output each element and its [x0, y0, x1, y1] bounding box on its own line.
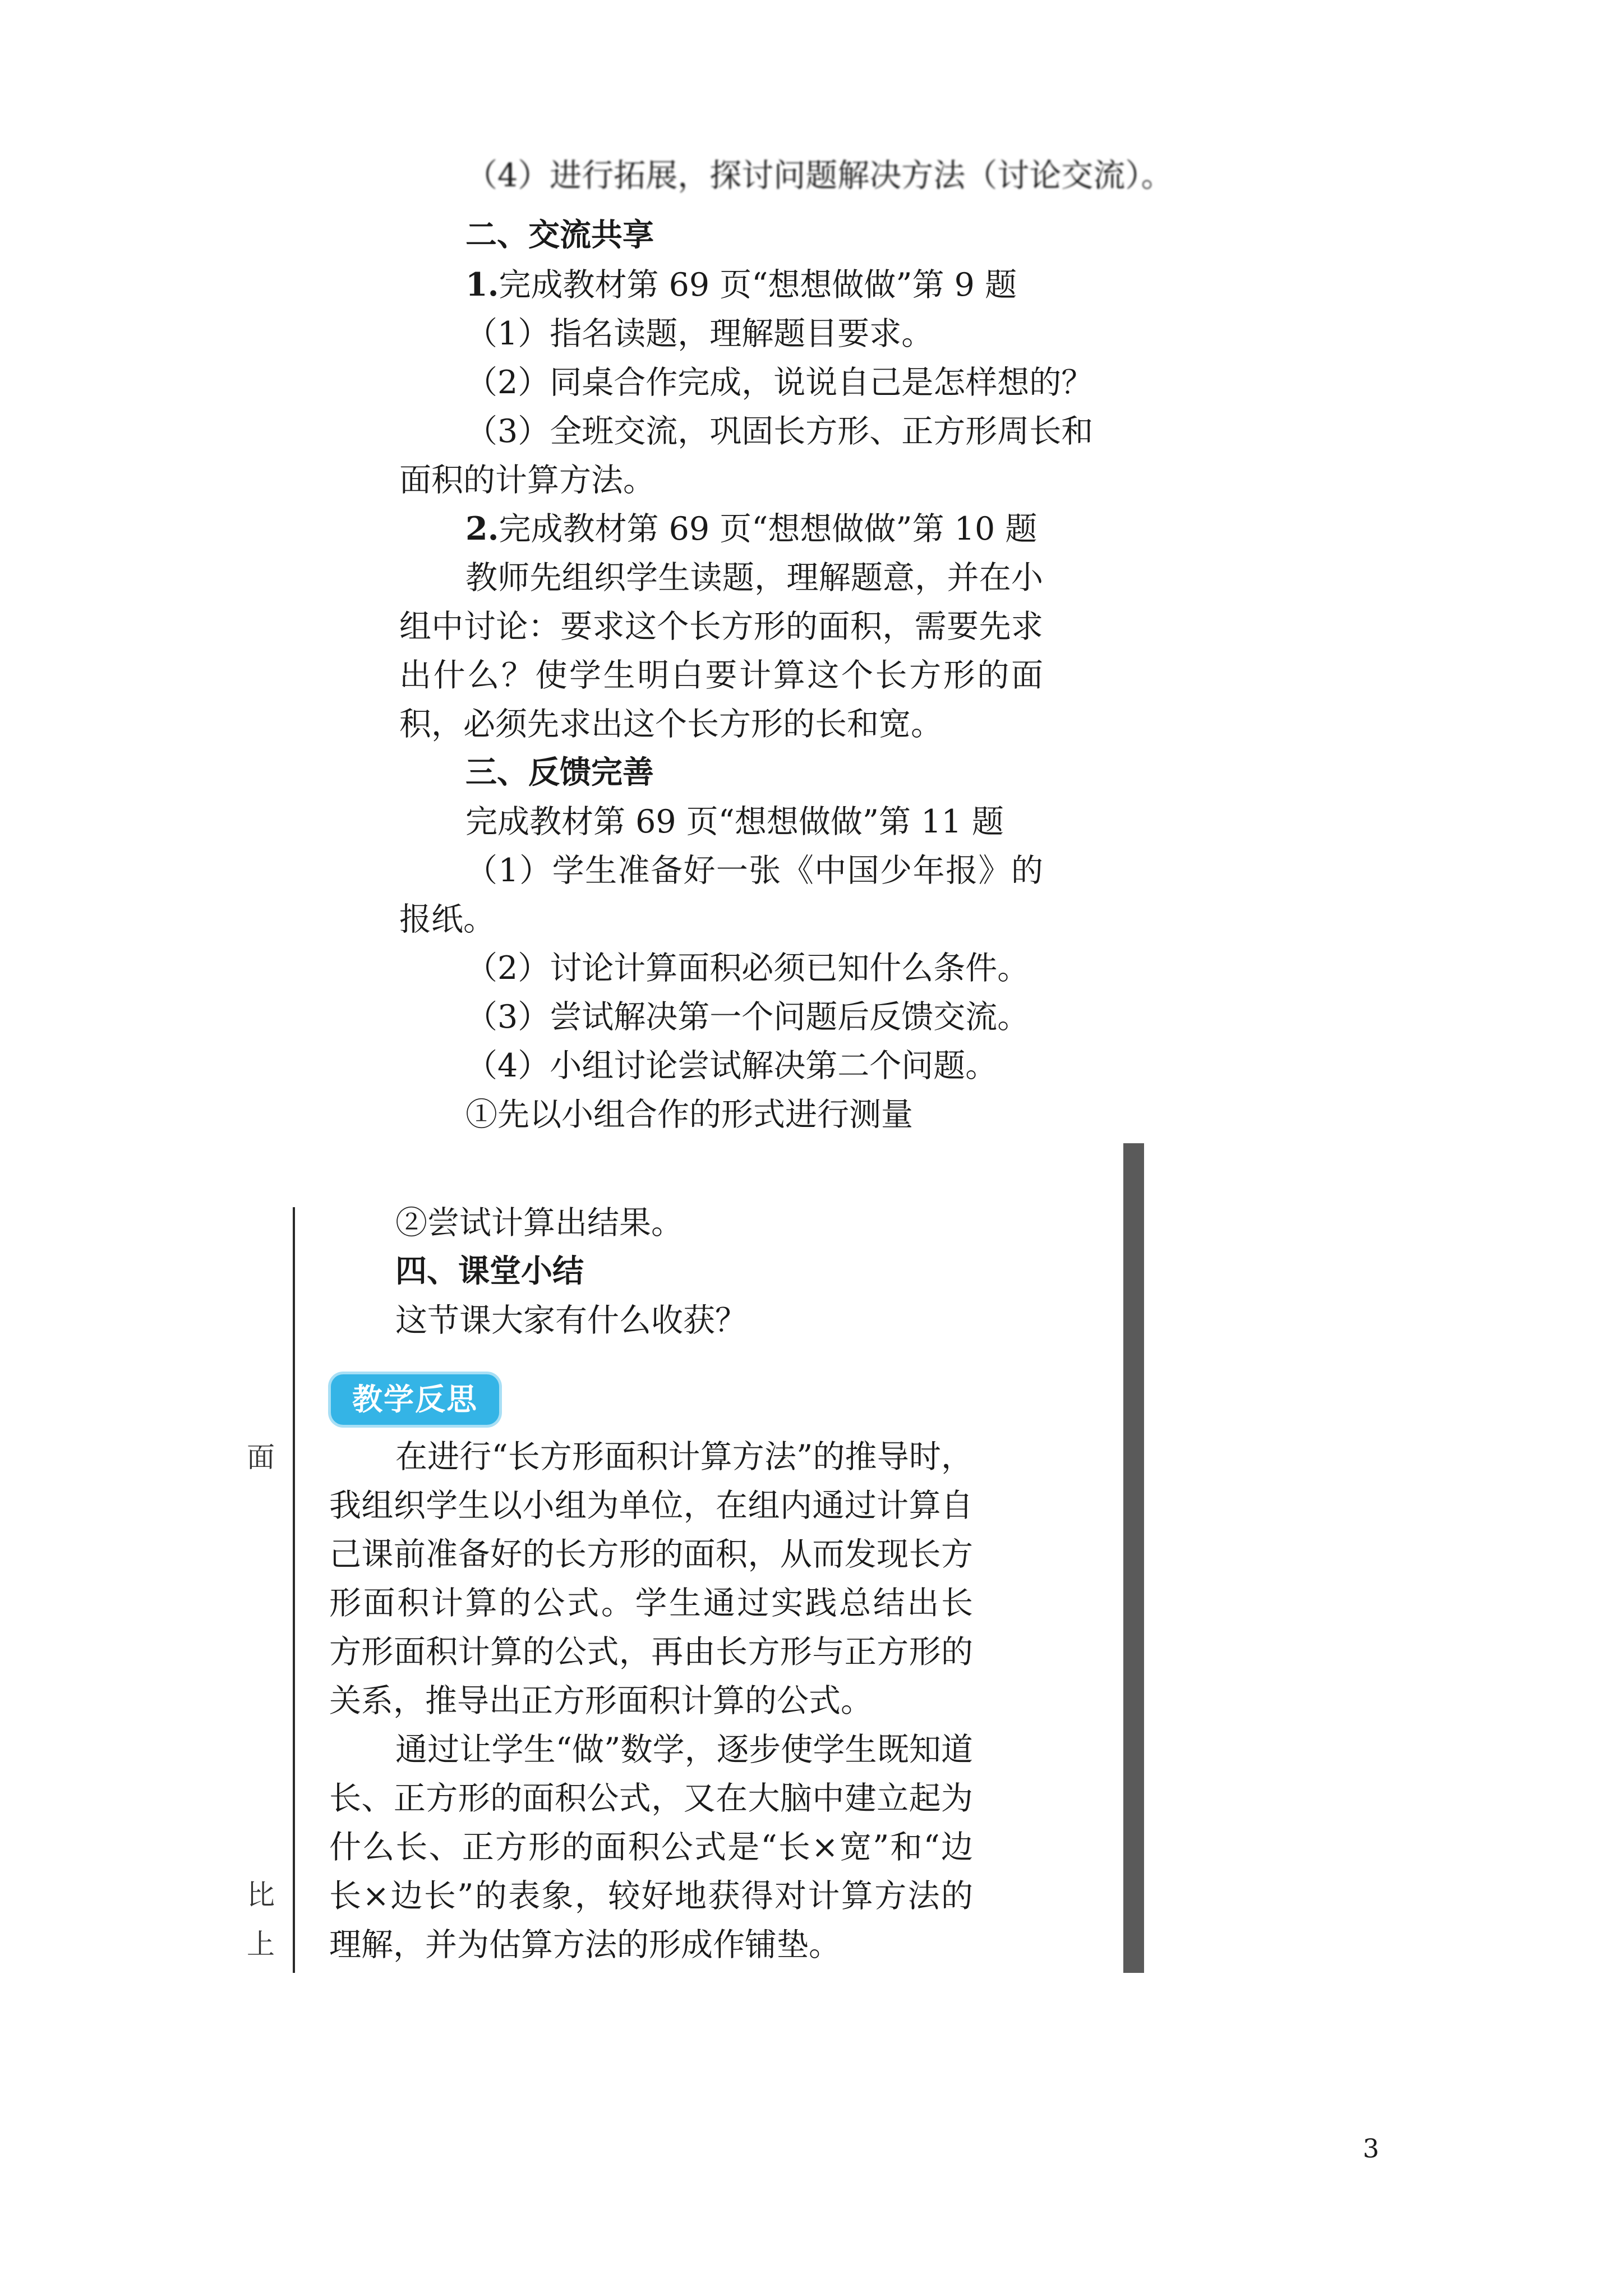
section-3-line-7: ②尝试计算出结果。: [395, 1204, 683, 1241]
section-heading-feedback: 三、反馈完善: [465, 754, 654, 791]
edge-glyph-2: 比: [247, 1879, 275, 1911]
reflection-line-5: 方形面积计算的公式，再由长方形与正方形的: [329, 1634, 973, 1671]
section-3-line-2: 报纸。: [399, 901, 495, 938]
section-3-line-5: （4）小组讨论尝试解决第二个问题。: [465, 1047, 998, 1084]
task-2-number: 2.: [465, 510, 499, 547]
reflection-line-2: 我组织学生以小组为单位，在组内通过计算自: [329, 1487, 973, 1524]
section-heading-exchange: 二、交流共享: [465, 217, 654, 254]
page-number: 3: [1363, 2133, 1380, 2164]
task-1-step-3: （3）全班交流，巩固长方形、正方形周长和: [465, 413, 1094, 450]
right-margin-bar: [1123, 1143, 1144, 1973]
task-1-text: 完成教材第 69 页“想想做做”第 9 题: [499, 266, 1017, 303]
task-2-line-4: 积，必须先求出这个长方形的长和宽。: [399, 706, 943, 743]
partial-top-line: （4）进行拓展，探讨问题解决方法（讨论交流）。: [465, 157, 1173, 194]
reflection-line-4: 形面积计算的公式。学生通过实践总结出长: [329, 1585, 973, 1622]
reflection-line-1: 在进行“长方形面积计算方法”的推导时，: [395, 1438, 973, 1475]
section-3-line-4: （3）尝试解决第一个问题后反馈交流。: [465, 999, 1030, 1036]
left-margin-rule: [293, 1207, 295, 1973]
task-1-step-3-cont: 面积的计算方法。: [399, 462, 655, 499]
edge-glyph-3: 上: [247, 1928, 275, 1961]
section-3-intro: 完成教材第 69 页“想想做做”第 11 题: [465, 803, 1004, 840]
task-1-title: [465, 265, 1017, 305]
reflection-line-3: 己课前准备好的长方形的面积，从而发现长方: [329, 1536, 973, 1573]
section-3-line-1: （1）学生准备好一张《中国少年报》的: [465, 852, 1043, 889]
task-1-step-1: （1）指名读题，理解题目要求。: [465, 315, 934, 352]
summary-question: 这节课大家有什么收获？: [395, 1302, 747, 1339]
task-2-text: 完成教材第 69 页“想想做做”第 10 题: [499, 510, 1038, 547]
task-1-step-2: （2）同桌合作完成，说说自己是怎样想的？: [465, 364, 1094, 401]
reflection-line-7: 通过让学生“做”数学，逐步使学生既知道: [395, 1731, 973, 1768]
task-1-number: 1.: [465, 266, 499, 303]
reflection-line-8: 长、正方形的面积公式，又在大脑中建立起为: [329, 1780, 973, 1817]
reflection-badge: 教学反思: [331, 1374, 499, 1425]
task-2-line-1: 教师先组织学生读题，理解题意，并在小: [465, 559, 1043, 596]
task-2-title: [465, 509, 1037, 549]
reflection-line-6: 关系，推导出正方形面积计算的公式。: [329, 1682, 873, 1719]
section-3-line-3: （2）讨论计算面积必须已知什么条件。: [465, 950, 1030, 987]
reflection-line-10: 长×边长”的表象，较好地获得对计算方法的: [329, 1878, 973, 1915]
task-2-line-2: 组中讨论：要求这个长方形的面积，需要先求: [399, 608, 1043, 645]
edge-glyph-1: 面: [247, 1441, 275, 1474]
section-heading-summary: 四、课堂小结: [395, 1253, 584, 1290]
reflection-line-11: 理解，并为估算方法的形成作铺垫。: [329, 1926, 841, 1963]
section-3-line-6: ①先以小组合作的形式进行测量: [465, 1096, 913, 1133]
task-2-line-3: 出什么？使学生明白要计算这个长方形的面: [399, 657, 1043, 694]
reflection-line-9: 什么长、正方形的面积公式是“长×宽”和“边: [329, 1829, 973, 1866]
